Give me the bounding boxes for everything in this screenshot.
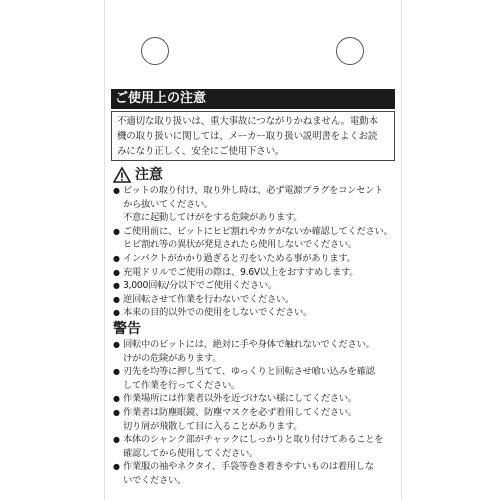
warning-item <box>113 338 401 365</box>
warning-item-line: 切り屑が飛散して目に入ることがあります。 <box>123 420 303 432</box>
caution-item-line: ● インパクトがかかり過ぎると刃をいためる事があります。 <box>123 252 356 264</box>
caution-item <box>113 279 401 293</box>
warning-item-line: 確認してから使用してください。 <box>123 447 258 459</box>
caution-item-line: ● 充電ドリルでご使用の際は、9.6V以上をおすすめします。 <box>123 266 359 278</box>
warning-triangle-icon <box>113 167 131 183</box>
warning-item-line: ● 本体のシャンク部がチャックにしっかりと取り付けてあることを <box>123 434 384 446</box>
warning-item <box>113 392 401 406</box>
caution-item-line: ● 逆回転させて作業を行わないでください。 <box>123 293 294 305</box>
hang-hole-right <box>336 37 364 65</box>
caution-item-line: から抜いてください。 <box>123 198 213 210</box>
warning-item <box>113 365 401 392</box>
intro-line: 機の取り扱いに関しては、メーカー取り扱い説明書をよくお読 <box>117 131 378 142</box>
warning-title: 警告 <box>113 321 141 337</box>
warning-item-line: ● 作業場所には作業者以外を近づけない様にしてください。 <box>123 393 357 405</box>
caution-item-line: ● ビットの取り付け、取り外し時は、必ず電源プラグをコンセント <box>123 185 384 196</box>
caution-title: 注意 <box>135 167 163 183</box>
intro-box <box>111 111 395 161</box>
warning-item <box>113 433 401 460</box>
caution-item-line: ● ご使用前に、ビットにヒビ割れやカケがないか確認してください。 <box>123 225 393 237</box>
caution-item-line: ● 本来の目的以外での使用をしないでください。 <box>123 307 312 319</box>
caution-item <box>113 266 401 280</box>
caution-list <box>113 184 401 320</box>
intro-line: みになり正しく、安全にご使用下さい。 <box>117 146 285 157</box>
warning-item-line: ● 作業服の袖やネクタイ、手袋等巻き着きやすいものは着用しな <box>123 461 374 473</box>
caution-item-line: 不意に起動してけがをする危険があります。 <box>123 212 303 224</box>
warning-item-line: して作業を行ってください。 <box>123 379 240 391</box>
warning-item <box>113 460 401 487</box>
warning-list <box>113 338 401 488</box>
caution-item <box>113 225 401 252</box>
caution-item-line: ヒビ割れ等の異状が発見されたら使用しないでください。 <box>123 239 357 251</box>
warning-item-line: ● 刃先を均等に押し当てて、ゆっくりと回転させ喰い込みを確認 <box>123 366 375 378</box>
instruction-card <box>104 0 402 500</box>
intro-line: 不適切な取り扱いは、重大事故につながりかねません。電動本 <box>117 116 378 127</box>
caution-item <box>113 184 401 225</box>
warning-item-line: いでください。 <box>123 474 186 486</box>
usage-precautions-banner: ご使用上の注意 <box>111 89 395 109</box>
caution-heading <box>113 167 163 183</box>
caution-item-line: ● 3,000回転/分以下でご使用ください。 <box>123 280 277 292</box>
warning-item-line: ● 回転中のビットには、絶対に手や身体で触れないでください。 <box>123 339 375 350</box>
caution-item <box>113 252 401 266</box>
warning-item-line: けがの危険があります。 <box>123 352 222 364</box>
warning-item-line: ● 作業者は防塵眼鏡、防塵マスクを必ず着用してください。 <box>123 406 357 418</box>
hang-hole-left <box>141 37 169 65</box>
warning-item <box>113 406 401 433</box>
caution-item <box>113 293 401 307</box>
caution-item <box>113 306 401 320</box>
